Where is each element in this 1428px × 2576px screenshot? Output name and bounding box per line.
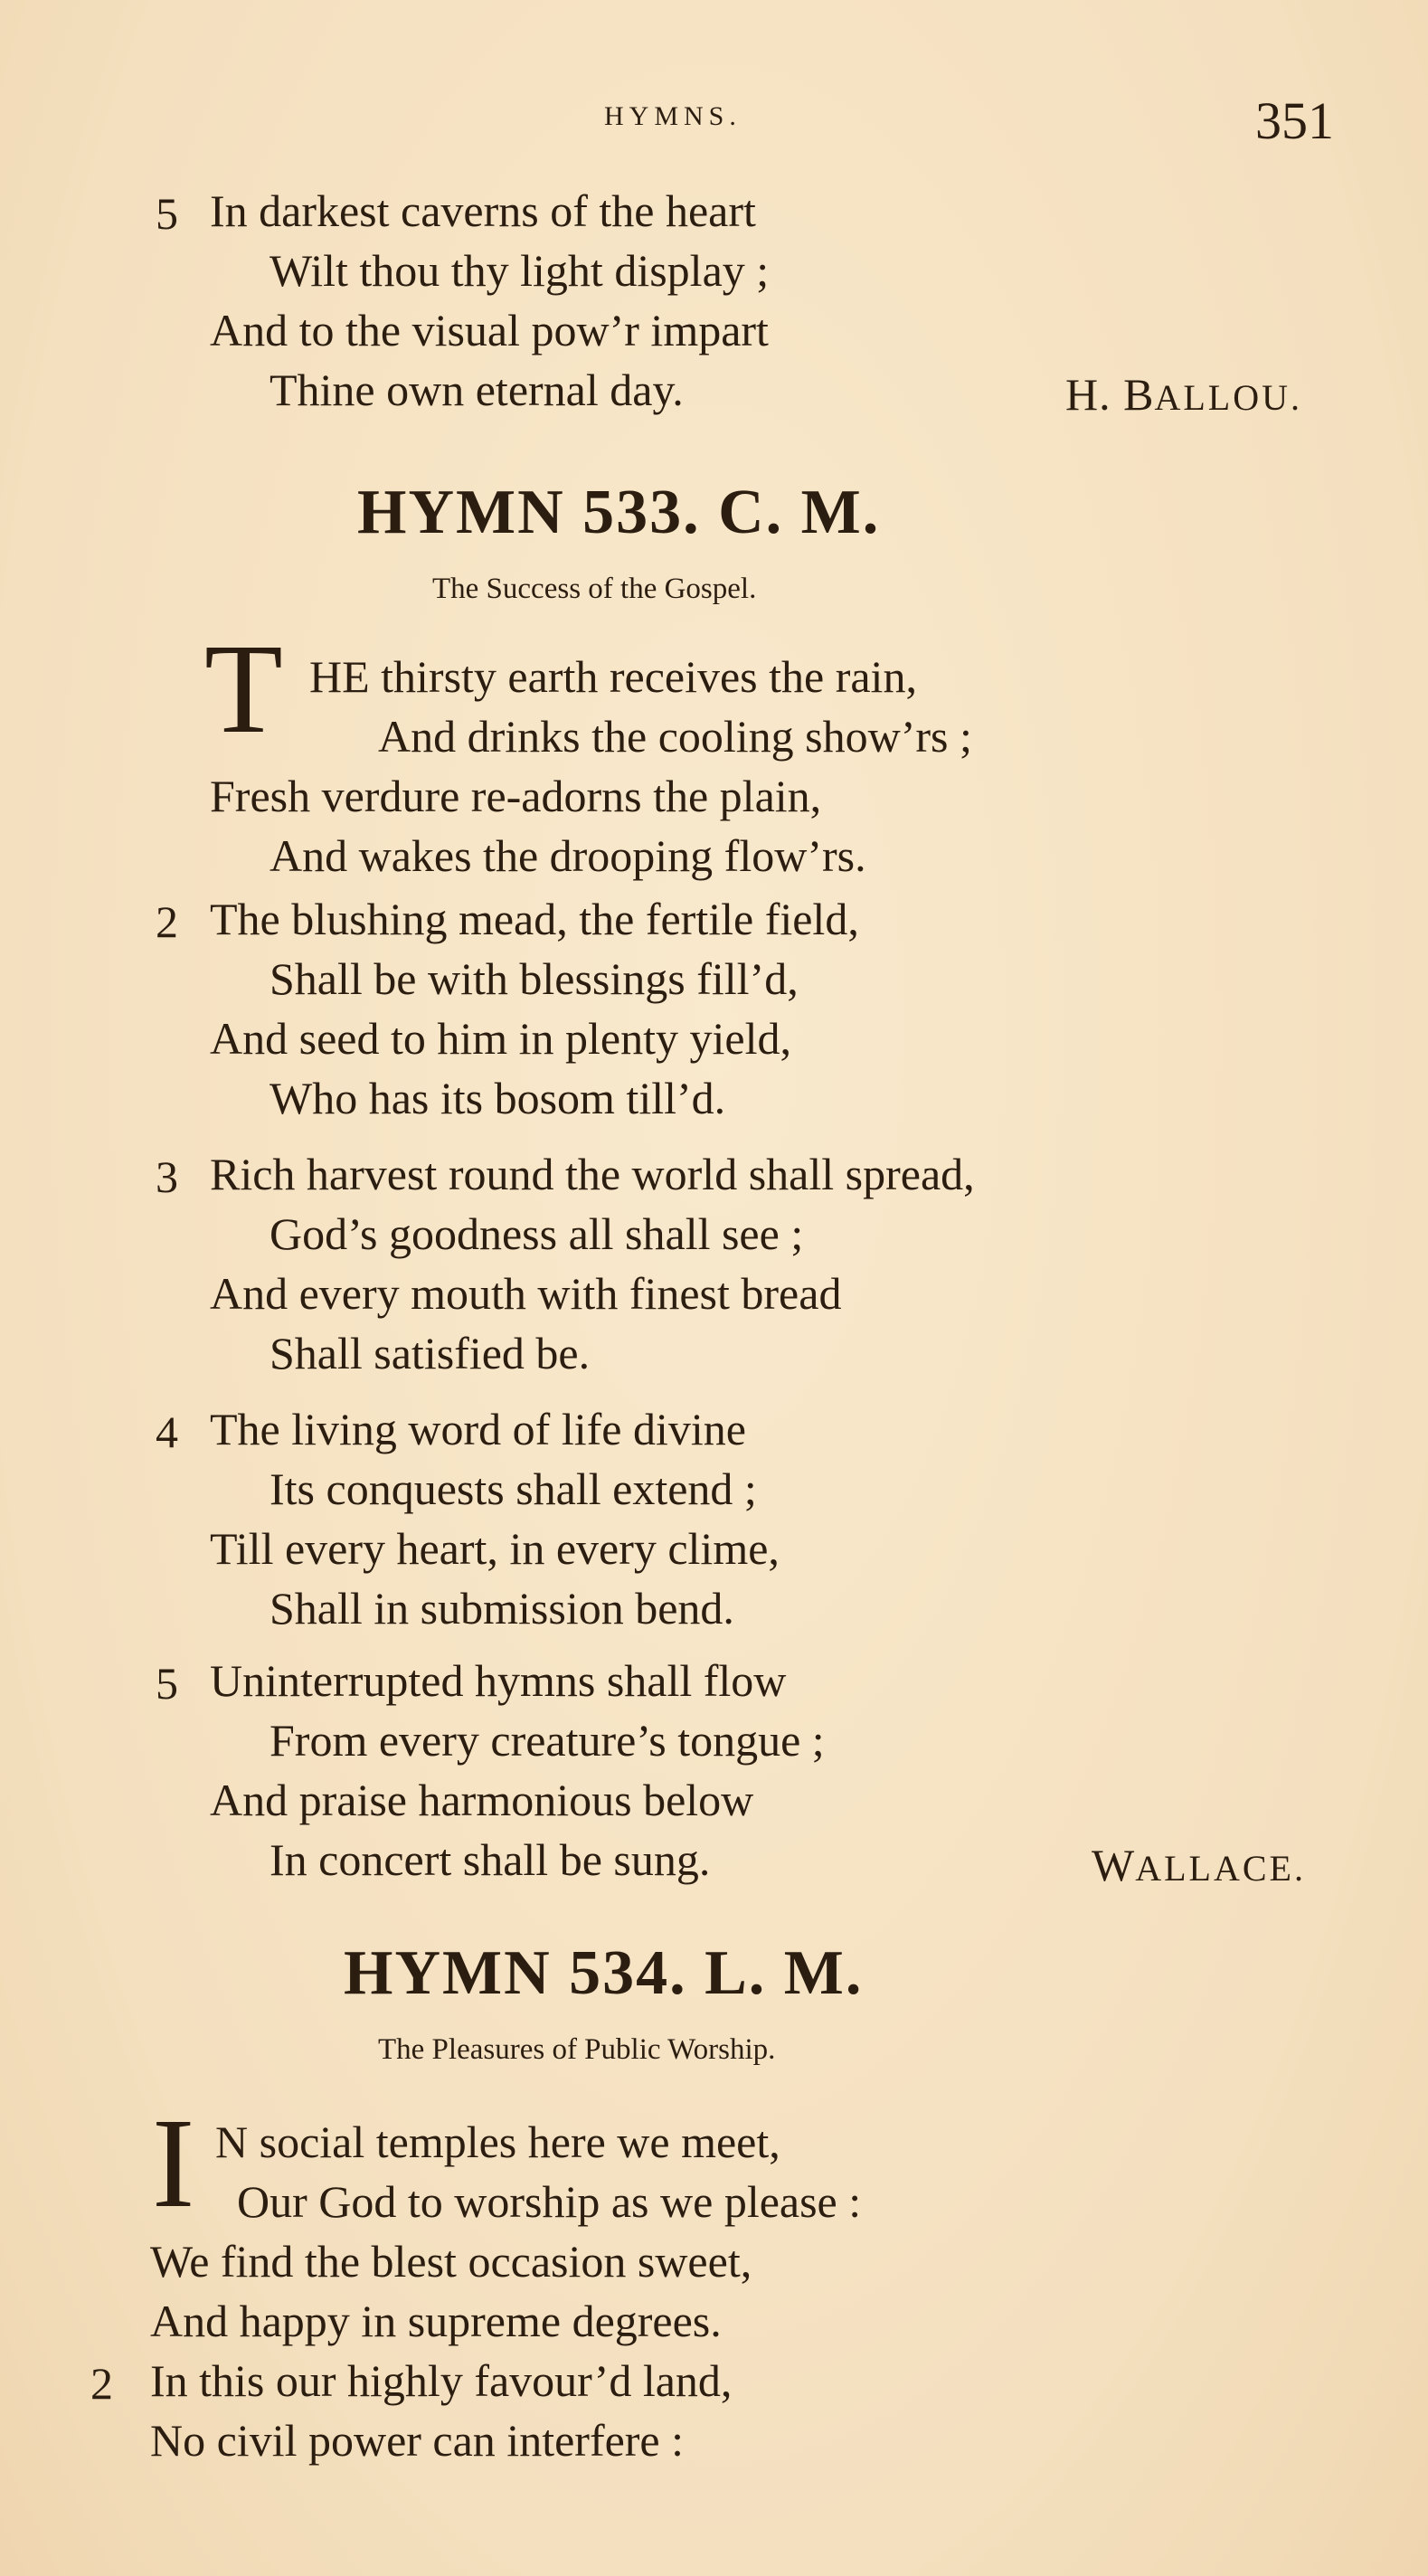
hymn-subtitle: The Pleasures of Public Worship.	[378, 2033, 776, 2066]
verse-line: N social temples here we meet,	[215, 2117, 780, 2167]
author-initial: H. B	[1065, 369, 1155, 420]
verse-line: Till every heart, in every clime,	[210, 1523, 780, 1574]
verse-line: Who has its bosom till’d.	[270, 1073, 726, 1123]
hymn-author	[1065, 368, 1302, 421]
verse-line: In this our highly favour’d land,	[150, 2355, 733, 2406]
verse-line: And to the visual pow’r impart	[210, 305, 769, 355]
stanza-number: 2	[90, 2358, 113, 2409]
verse-line: Our God to worship as we please :	[237, 2176, 862, 2227]
verse-line: The blushing mead, the fertile field,	[210, 894, 859, 944]
verse-line: Shall in submission bend.	[270, 1583, 734, 1634]
verse-line: No civil power can interfere :	[150, 2415, 685, 2466]
verse-line: And drinks the cooling show’rs ;	[378, 711, 972, 762]
verse-line: And praise harmonious below	[210, 1775, 754, 1825]
verse-line: In concert shall be sung.	[270, 1834, 711, 1885]
verse-line: And every mouth with finest bread	[210, 1268, 842, 1319]
verse-line: Fresh verdure re-adorns the plain,	[210, 771, 822, 821]
stanza-number: 5	[156, 1658, 178, 1709]
verse-line: Thine own eternal day.	[270, 365, 684, 415]
verse-line: In darkest caverns of the heart	[210, 185, 756, 236]
verse-line: Wilt thou thy light display ;	[270, 245, 770, 296]
drop-cap: T	[204, 617, 283, 760]
verse-line: From every creature’s tongue ;	[270, 1715, 825, 1766]
verse-line: And happy in supreme degrees.	[150, 2296, 722, 2346]
hymn-author	[1092, 1839, 1306, 1891]
stanza-number: 4	[156, 1406, 178, 1457]
verse-line: Shall satisfied be.	[270, 1328, 591, 1378]
verse-line: Shall be with blessings fill’d,	[270, 953, 799, 1004]
drop-cap: I	[152, 2091, 195, 2234]
verse-line: The living word of life divine	[210, 1404, 746, 1454]
verse-line: And wakes the drooping flow’rs.	[270, 830, 866, 881]
verse-line: Its conquests shall extend ;	[270, 1463, 757, 1514]
verse-line: And seed to him in plenty yield,	[210, 1013, 791, 1064]
verse-line: Rich harvest round the world shall spread,	[210, 1149, 975, 1199]
verse-line: God’s goodness all shall see ;	[270, 1208, 804, 1259]
verse-line: Uninterrupted hymns shall flow	[210, 1655, 787, 1706]
hymn-title: HYMN 534. L. M.	[344, 1938, 864, 2008]
author-rest: ALLACE.	[1135, 1848, 1306, 1889]
stanza-number: 2	[156, 896, 178, 947]
running-head: HYMNS.	[604, 101, 742, 131]
author-initial: W	[1092, 1840, 1136, 1890]
stanza-number: 3	[156, 1151, 178, 1202]
page-number: 351	[1255, 91, 1334, 150]
hymn-subtitle: The Success of the Gospel.	[432, 573, 757, 605]
hymn-title: HYMN 533. C. M.	[357, 478, 881, 547]
verse-line: We find the blest occasion sweet,	[150, 2236, 752, 2287]
stanza-number: 5	[156, 188, 178, 239]
author-rest: ALLOU.	[1154, 377, 1302, 418]
verse-line: HE thirsty earth receives the rain,	[309, 651, 917, 702]
